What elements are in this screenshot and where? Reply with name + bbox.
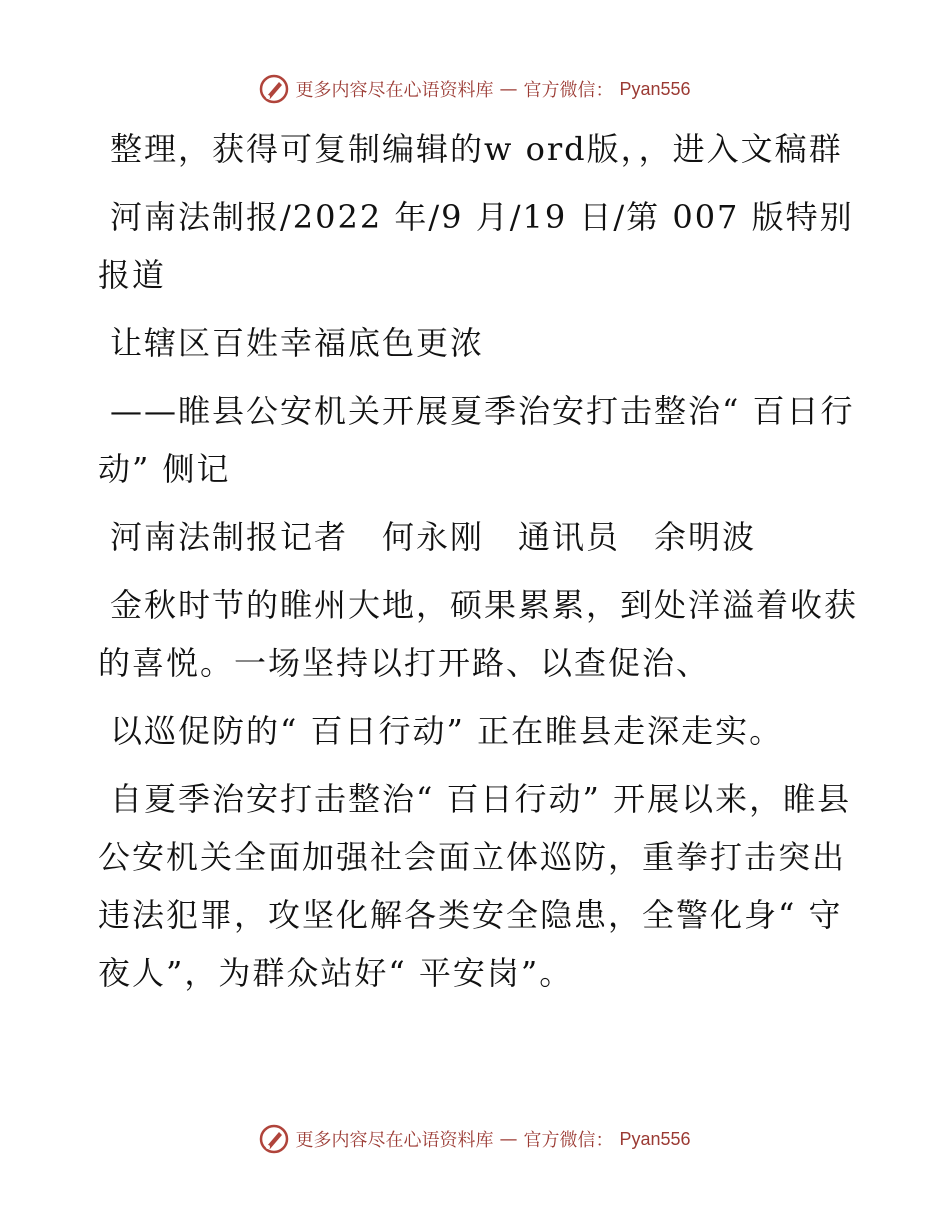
watermark-text: 更多内容尽在心语资料库	[295, 80, 494, 101]
article-subtitle: ——睢县公安机关开展夏季治安打击整治“ 百日行动” 侧记	[98, 392, 855, 488]
document-body	[98, 120, 858, 1012]
source-line: 河南法制报/2022 年/9 月/19 日/第 007 版特别报道	[98, 198, 854, 294]
pen-logo-icon	[259, 1124, 289, 1154]
body-paragraph: 金秋时节的睢州大地，硕果累累，到处洋溢着收获的喜悦。一场坚持以打开路、以查促治、	[98, 586, 859, 682]
body-paragraph: 自夏季治安打击整治“ 百日行动” 开展以来，睢县公安机关全面加强社会面立体巡防，重拳打击突出违法犯罪，攻坚化解各类安全隐患，全警化身“ 守夜人”，为群众站好“ 平安岗”。	[98, 780, 852, 992]
watermark-text: 更多内容尽在心语资料库	[295, 1130, 494, 1151]
watermark-wechat-id: Pyan556	[619, 1128, 691, 1149]
byline: 河南法制报记者 何永刚 通讯员 余明波	[110, 518, 757, 556]
header-watermark	[0, 74, 950, 104]
watermark-wechat-label: 官方微信：	[523, 80, 614, 101]
footer-watermark	[0, 1124, 950, 1154]
watermark-separator: —	[499, 78, 518, 100]
watermark-separator: —	[499, 1128, 518, 1150]
watermark-wechat-id: Pyan556	[619, 78, 691, 99]
article-title: 让辖区百姓幸福底色更浓	[110, 324, 485, 362]
pen-logo-icon	[259, 74, 289, 104]
watermark-wechat-label: 官方微信：	[523, 1130, 614, 1151]
body-paragraph: 以巡促防的“ 百日行动” 正在睢县走深走实。	[110, 712, 784, 750]
intro-paragraph: 整理，获得可复制编辑的w ord版，，进入文稿群	[110, 130, 843, 168]
